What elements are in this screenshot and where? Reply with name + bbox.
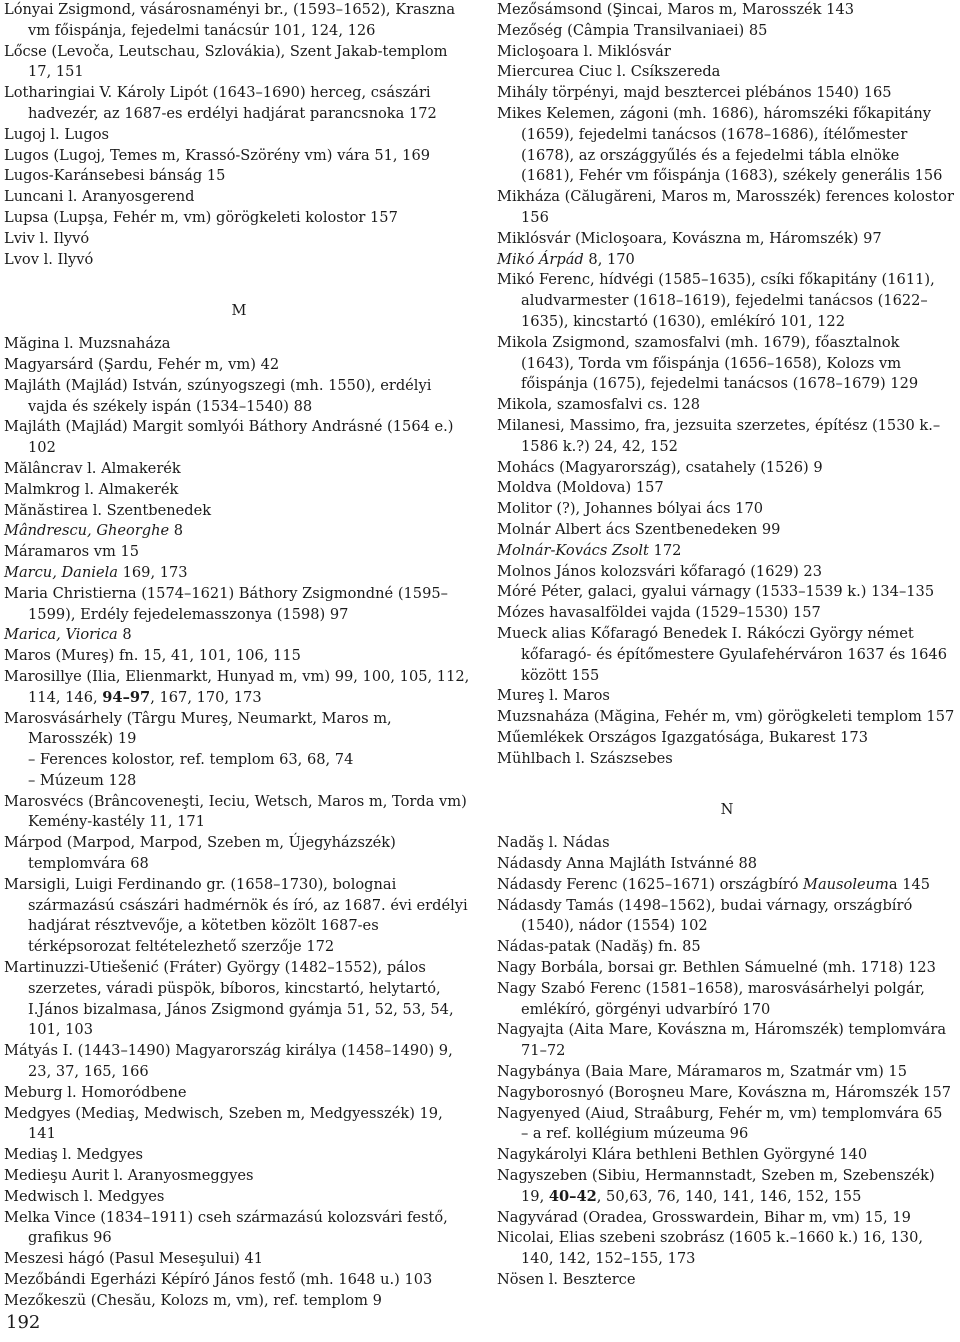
index-entry — [497, 21, 957, 42]
entry-text: – a ref. kollégium múzeuma 96 — [521, 1125, 749, 1143]
index-entry — [497, 499, 957, 520]
index-entry — [497, 229, 957, 250]
entry-text: Molitor (?), Johannes bólyai ács 170 — [497, 500, 764, 518]
entry-text: Nagykárolyi Klára bethleni Bethlen Györgyné 140 — [497, 1146, 868, 1164]
section-letter: M — [231, 302, 247, 320]
index-entry — [4, 958, 474, 1041]
index-subentry — [4, 771, 474, 792]
entry-text: Móré Péter, galaci, gyalui várnagy (1533–1539 k.) 134–135 — [497, 583, 935, 601]
entry-text: 40–42 — [548, 1187, 597, 1205]
entry-text: Nádas-patak (Nadăş) fn. 85 — [497, 938, 701, 956]
index-entry — [4, 1270, 474, 1291]
entry-text: Mózes havasalföldei vajda (1529–1530) 157 — [497, 604, 821, 622]
index-subentry — [4, 750, 474, 771]
index-entry — [4, 0, 474, 42]
index-entry — [497, 1166, 957, 1208]
entry-text: Mezőkeszü (Chesău, Kolozs m, vm), ref. templom 9 — [4, 1291, 382, 1309]
entry-text: Martinuzzi-Utiešenić (Fráter) György (1482–1552), pálos szerzetes, váradi püspök, bíboros, kincstartó, helytartó, I.János bizalmasa, János Zsigmond gyámja 51, 52, 53, 54, 101, 103 — [4, 959, 459, 1039]
entry-text: Műemlékek Országos Igazgatósága, Bukarest 173 — [497, 728, 868, 746]
index-entry — [497, 1083, 957, 1104]
index-entry — [497, 333, 957, 395]
entry-text: Mezősámsond (Şincai, Maros m, Marosszék 143 — [497, 1, 855, 18]
index-entry — [4, 1187, 474, 1208]
entry-text: Moldva (Moldova) 157 — [497, 479, 664, 497]
entry-text: Mălâncrav l. Almakerék — [4, 459, 181, 477]
entry-text: Nádasdy Ferenc (1625–1671) országbíró — [497, 875, 804, 893]
index-entry — [4, 229, 474, 250]
index-entry — [4, 146, 474, 167]
entry-text: Márpod (Marpod, Marpod, Szeben m, Újegyházszék) templomvára 68 — [4, 834, 401, 873]
entry-text: Nádasdy Tamás (1498–1562), budai várnagy, országbíró (1540), nádor (1554) 102 — [497, 896, 917, 935]
index-entry — [497, 541, 957, 562]
entry-text: Medgyes (Mediaş, Medwisch, Szeben m, Medgyesszék) 19, 141 — [4, 1104, 448, 1143]
entry-text: Mikháza (Călugăreni, Maros m, Marosszék) ferences kolostor 156 — [497, 188, 959, 226]
entry-text: Maria Christierna (1574–1621) Báthory Zsigmondné (1595–1599), Erdély fejedelemasszonya (1598) 97 — [4, 584, 448, 623]
index-entry — [497, 728, 957, 749]
index-entry — [497, 1145, 957, 1166]
entry-text: Nagyajta (Aita Mare, Kovászna m, Háromszék) templomvára 71–72 — [497, 1021, 951, 1060]
entry-text: Nagyborosnyó (Boroşneu Mare, Kovászna m, Háromszék 157 — [497, 1083, 952, 1101]
entry-text: Majláth (Majlád) István, szúnyogszegi (mh. 1550), erdélyi vajda és székely ispán (1534–1540) 88 — [4, 376, 437, 415]
entry-text: a 145 — [888, 875, 931, 893]
index-entry — [497, 250, 957, 271]
index-entry — [4, 1145, 474, 1166]
entry-text: Mikola Zsigmond, szamosfalvi (mh. 1679), főasztalnok (1643), Torda vm főispánja (1656–1658), Kolozs vm főispánja (1675), fejedelmi tanácsos (1678–1679) 129 — [497, 333, 919, 393]
entry-text: Nadăş l. Nádas — [497, 834, 610, 852]
index-entry — [4, 875, 474, 958]
index-entry — [4, 833, 474, 875]
entry-text: Lónyai Zsigmond, vásárosnaményi br., (1593–1652), Kraszna vm főispánja, fejedelmi tanácsúr 101, 124, 126 — [4, 1, 460, 39]
entry-text: Medwisch l. Medgyes — [4, 1187, 165, 1205]
index-entry — [4, 250, 474, 271]
index-entry — [497, 624, 957, 686]
entry-text: Marica, Viorica — [4, 626, 118, 644]
index-entry — [497, 1270, 957, 1291]
entry-text: Mediaş l. Medgyes — [4, 1146, 143, 1164]
index-entry — [4, 584, 474, 626]
index-column-right — [497, 0, 957, 1291]
entry-text: Mikó Ferenc, hídvégi (1585–1635), csíki főkapitány (1611), aludvarmester (1618–1619), fejedelmi tanácsos (1622–1635), kincstartó (1630), emlékíró 101, 122 — [497, 271, 940, 330]
index-entry — [497, 875, 957, 896]
page-number: 192 — [6, 1312, 41, 1333]
entry-text: Lupsa (Lupşa, Fehér m, vm) görögkeleti kolostor 157 — [4, 208, 398, 226]
index-entry — [497, 896, 957, 938]
index-entry — [497, 582, 957, 603]
entry-text: Lugos (Lugoj, Temes m, Krassó-Szörény vm) vára 51, 169 — [4, 146, 431, 164]
entry-text: , 50,63, 76, 140, 141, 146, 152, 155 — [596, 1187, 862, 1205]
entry-text: Mátyás I. (1443–1490) Magyarország királya (1458–1490) 9, 23, 37, 165, 166 — [4, 1042, 458, 1081]
entry-text: Mezőbándi Egerházi Képíró János festő (mh. 1648 u.) 103 — [4, 1271, 433, 1289]
index-entry — [497, 1104, 957, 1125]
entry-text: Miklósvár (Micloşoara, Kovászna m, Háromszék) 97 — [497, 229, 882, 247]
index-entry — [497, 42, 957, 63]
index-entry — [4, 125, 474, 146]
entry-text: Mikó Árpád — [497, 250, 584, 268]
index-entry — [497, 0, 957, 21]
entry-text: Marsigli, Luigi Ferdinando gr. (1658–1730), bolognai származású császári hadmérnök és író, az 1687. évi erdélyi hadjárat résztvevője, a kötetben közölt 1687-es térképsorozat feltételezhető szerzője 172 — [4, 875, 473, 956]
index-entry — [497, 686, 957, 707]
index-entry — [497, 603, 957, 624]
index-entry — [4, 1104, 474, 1146]
entry-text: Molnár-Kovács Zsolt — [497, 541, 649, 559]
index-entry — [4, 646, 474, 667]
entry-text: Mihály törpényi, majd besztercei plébános 1540) 165 — [497, 84, 892, 102]
index-subentry — [497, 1124, 957, 1145]
entry-text: Mikola, szamosfalvi cs. 128 — [497, 396, 700, 414]
entry-text: Melka Vince (1834–1911) cseh származású kolozsvári festő, grafikus 96 — [4, 1208, 453, 1247]
index-entry — [4, 334, 474, 355]
entry-text: Mueck alias Kőfaragó Benedek I. Rákóczi György német kőfaragó- és építőmestere Gyulafehérváron 1637 és 1646 között 155 — [497, 624, 952, 684]
entry-text: Meburg l. Homoródbene — [4, 1083, 187, 1101]
entry-text: Nagybánya (Baia Mare, Máramaros m, Szatmár vm) 15 — [497, 1063, 908, 1081]
index-entry — [497, 416, 957, 458]
index-entry — [4, 667, 474, 709]
index-entry — [4, 792, 474, 834]
index-entry — [497, 833, 957, 854]
index-entry — [4, 187, 474, 208]
entry-text: Nádasdy Anna Majláth Istvánné 88 — [497, 855, 758, 873]
index-entry — [4, 563, 474, 584]
entry-text: Luncani l. Aranyosgerend — [4, 188, 195, 206]
entry-text: Máramaros vm 15 — [4, 543, 140, 561]
index-entry — [497, 1062, 957, 1083]
entry-text: Maros (Mureş) fn. 15, 41, 101, 106, 115 — [4, 647, 301, 665]
index-entry — [4, 1041, 474, 1083]
entry-text: Mănăstirea l. Szentbenedek — [4, 501, 212, 519]
index-entry — [4, 1166, 474, 1187]
entry-text: 8, 170 — [583, 250, 635, 268]
entry-text: Mikes Kelemen, zágoni (mh. 1686), háromszéki főkapitány (1659), fejedelmi tanácsos (1678–1686), ítélőmester (1678), az országgyűlés és a fejedelmi tábla elnöke (1681), Fehér vm főispánja (1683), székely generális 156 — [497, 104, 943, 185]
entry-text: Molnár Albert ács Szentbenedeken 99 — [497, 520, 781, 538]
entry-text: Nagyvárad (Oradea, Grosswardein, Bihar m, vm) 15, 19 — [497, 1208, 911, 1226]
entry-text: Mezőség (Câmpia Transilvaniaei) 85 — [497, 21, 768, 39]
entry-text: Medieşu Aurit l. Aranyosmeggyes — [4, 1167, 254, 1185]
index-entry — [497, 458, 957, 479]
index-entry — [497, 937, 957, 958]
index-entry — [4, 208, 474, 229]
section-letter: N — [720, 801, 734, 819]
index-entry — [497, 187, 957, 229]
entry-text: Mohács (Magyarország), csatahely (1526) 9 — [497, 458, 823, 476]
entry-text: Miercurea Ciuc l. Csíkszereda — [497, 63, 721, 81]
index-entry — [4, 625, 474, 646]
index-entry — [497, 979, 957, 1021]
index-entry — [497, 958, 957, 979]
entry-text: Lotharingiai V. Károly Lipót (1643–1690) herceg, császári hadvezér, az 1687-es erdélyi hadjárat parancsnoka 172 — [4, 84, 437, 122]
entry-text: – Múzeum 128 — [28, 771, 137, 789]
entry-text: Mândrescu, Gheorghe — [4, 522, 170, 540]
entry-text: Majláth (Majlád) Margit somlyói Báthory Andrásné (1564 e.) 102 — [4, 418, 459, 457]
index-entry — [497, 1020, 957, 1062]
index-entry — [497, 62, 957, 83]
entry-text: Marosillye (Ilia, Elienmarkt, Hunyad m, vm) 99, 100, 105, 112, 114, 146, — [4, 667, 474, 706]
index-entry — [4, 355, 474, 376]
entry-text: Lőcse (Levoča, Leutschau, Szlovákia), Szent Jakab-templom 17, 151 — [4, 42, 453, 81]
entry-text: Mureş l. Maros — [497, 687, 610, 705]
entry-text: Lugos-Karánsebesi bánság 15 — [4, 167, 226, 185]
index-entry — [497, 478, 957, 499]
index-entry — [497, 104, 957, 187]
entry-text: Marosvásárhely (Târgu Mureş, Neumarkt, Maros m, Marosszék) 19 — [4, 709, 397, 748]
index-entry — [4, 376, 474, 418]
index-entry — [4, 459, 474, 480]
entry-text: Malmkrog l. Almakerék — [4, 480, 179, 498]
entry-text: 8 — [169, 522, 184, 540]
index-entry — [497, 854, 957, 875]
index-entry — [4, 542, 474, 563]
entry-text: Marcu, Daniela — [4, 563, 118, 581]
index-entry — [4, 417, 474, 459]
index-entry — [4, 480, 474, 501]
entry-text: Lugoj l. Lugos — [4, 125, 110, 143]
index-entry — [497, 520, 957, 541]
entry-text: Nagy Borbála, borsai gr. Bethlen Sámuelné (mh. 1718) 123 — [497, 959, 936, 977]
index-entry — [4, 1208, 474, 1250]
index-entry — [497, 270, 957, 332]
entry-text: Mühlbach l. Szászsebes — [497, 749, 673, 767]
index-entry — [4, 501, 474, 522]
entry-text: Nagy Szabó Ferenc (1581–1658), marosvásárhelyi polgár, emlékíró, görgényi udvarbíró 170 — [497, 979, 930, 1018]
entry-text: Muzsnaháza (Măgina, Fehér m, vm) görögkeleti templom 157 — [497, 708, 955, 726]
entry-text: Lviv l. Ilyvó — [4, 229, 90, 247]
entry-text: 172 — [648, 541, 682, 559]
entry-text: 169, 173 — [117, 563, 188, 581]
entry-text: – Ferences kolostor, ref. templom 63, 68, 74 — [28, 751, 354, 769]
entry-text: Micloşoara l. Miklósvár — [497, 42, 671, 60]
index-column-left — [4, 0, 474, 1312]
entry-text: Magyarsárd (Şardu, Fehér m, vm) 42 — [4, 355, 280, 373]
index-entry — [4, 1083, 474, 1104]
index-entry — [4, 1291, 474, 1312]
index-entry — [4, 42, 474, 84]
index-entry — [497, 83, 957, 104]
entry-text: Marosvécs (Brâncoveneşti, Ieciu, Wetsch, Maros m, Torda vm) Kemény-kastély 11, 171 — [4, 792, 472, 831]
index-entry — [4, 521, 474, 542]
index-entry — [497, 562, 957, 583]
entry-text: Nösen l. Beszterce — [497, 1271, 636, 1289]
entry-text: 8 — [117, 626, 132, 644]
entry-text: Nagyszeben (Sibiu, Hermannstadt, Szeben m, Szebenszék) 19, — [497, 1167, 940, 1205]
index-entry — [4, 1249, 474, 1270]
entry-text: Nicolai, Elias szebeni szobrász (1605 k.–1660 k.) 16, 130, 140, 142, 152–155, 173 — [497, 1229, 928, 1268]
index-entry — [497, 707, 957, 728]
index-entry — [4, 709, 474, 751]
entry-text: Lvov l. Ilyvó — [4, 250, 94, 268]
entry-text: Nagyenyed (Aiud, Straâburg, Fehér m, vm) templomvára 65 — [497, 1104, 943, 1122]
entry-text: Milanesi, Massimo, fra, jezsuita szerzetes, építész (1530 k.–1586 k.?) 24, 42, 152 — [497, 416, 941, 455]
entry-text: Mausoleum — [803, 875, 889, 893]
entry-text: Molnos János kolozsvári kőfaragó (1629) 23 — [497, 562, 822, 580]
index-entry — [4, 83, 474, 125]
entry-text: Meszesi hágó (Pasul Meseşului) 41 — [4, 1250, 264, 1268]
index-entry — [497, 749, 957, 770]
entry-text: Măgina l. Muzsnaháza — [4, 335, 171, 353]
index-entry — [497, 1228, 957, 1270]
index-entry — [497, 395, 957, 416]
entry-text: 94–97 — [102, 688, 151, 706]
index-entry — [4, 166, 474, 187]
entry-text: , 167, 170, 173 — [150, 688, 262, 706]
index-entry — [497, 1208, 957, 1229]
